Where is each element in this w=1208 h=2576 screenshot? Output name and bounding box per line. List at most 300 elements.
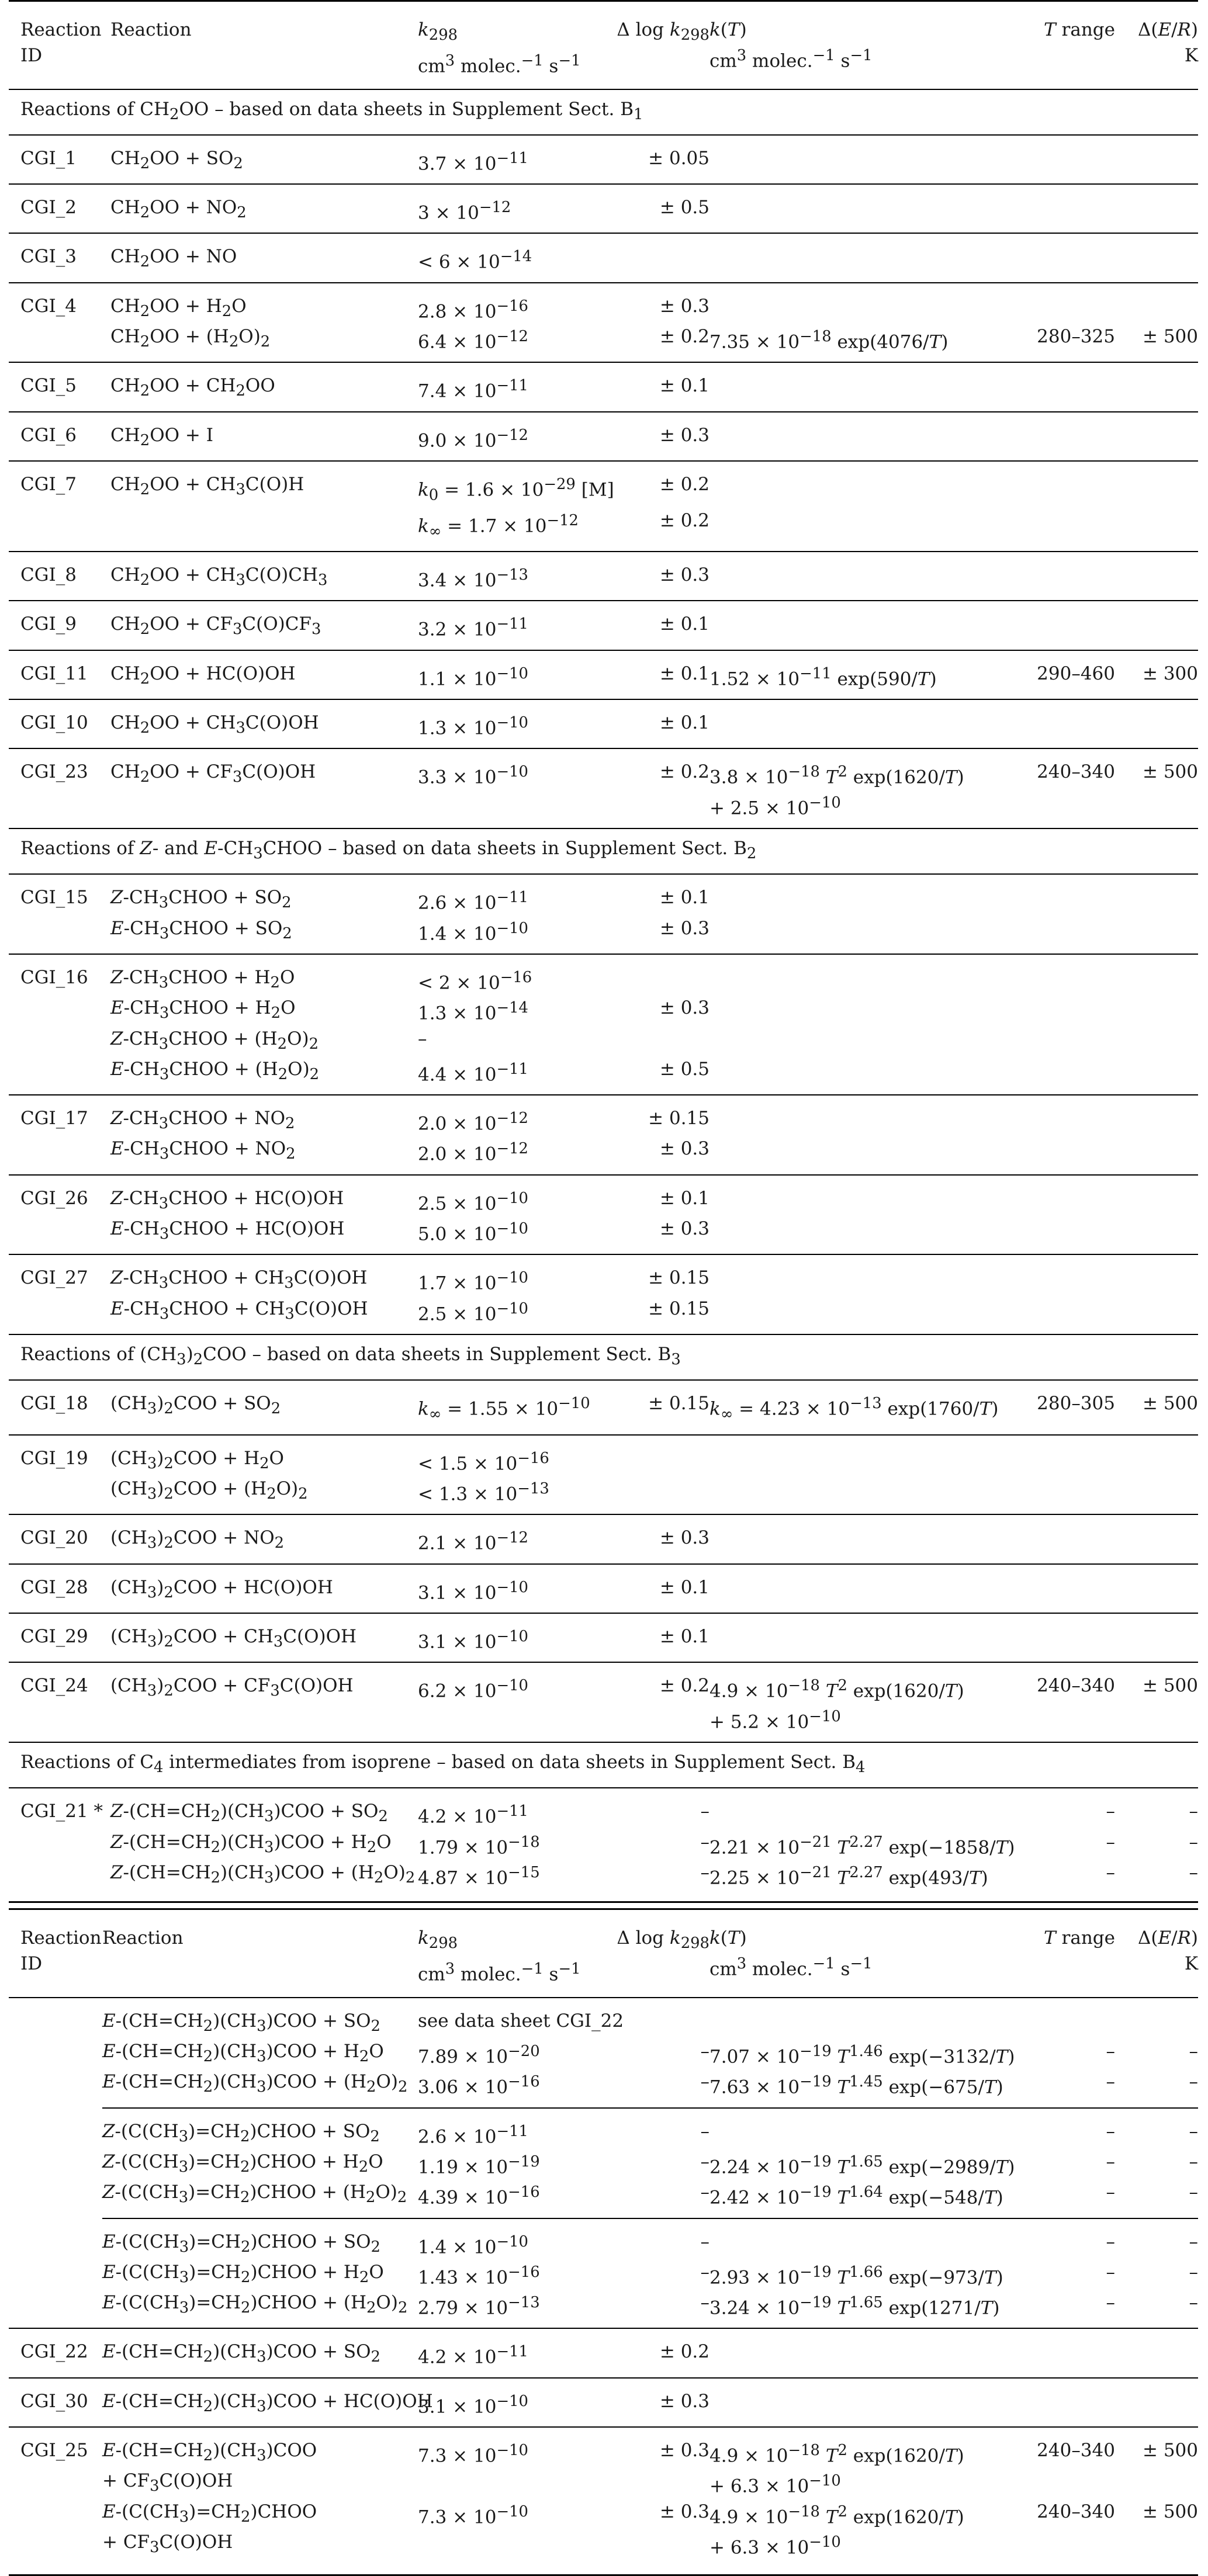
header-trange: T range (1025, 1, 1119, 89)
cell-kT: $7.07 \times 10^{-19}$ $T^{1.46}$ exp(−3132/T) (709, 2042, 1015, 2068)
reaction-id: CGI_25 (9, 2427, 102, 2468)
cell-reaction: $E-CH_3CHOO + NO_2$ (110, 1138, 296, 1163)
cell-k298: $2.5 \times 10^{-10}$ (418, 1175, 608, 1216)
cell-dlog: ± 0.1 (608, 362, 709, 411)
cell-kT (709, 1435, 1025, 1476)
reaction-id: CGI_30 (9, 2378, 102, 2427)
reaction-id (9, 2108, 102, 2149)
cell-er (1119, 1613, 1198, 1662)
reaction-id (9, 508, 110, 552)
cell-dlog: ± 0.1 (608, 699, 709, 748)
cell-trange (1025, 508, 1119, 552)
cell-er: ± 500 (1119, 1380, 1198, 1435)
cell-trange (1025, 412, 1119, 461)
cell-dlog: ± 0.2 (608, 1662, 709, 1704)
cell-er (1119, 1027, 1198, 1057)
cell-trange (1025, 1613, 1119, 1662)
reaction-id (9, 1296, 110, 1334)
cell-kT (709, 1136, 1025, 1174)
cell-kT (709, 874, 1025, 916)
cell-dlog: ± 0.3 (659, 1138, 709, 1160)
table-row (9, 2069, 1198, 2107)
reaction-id: CGI_8 (9, 552, 110, 601)
cell-k298: $3.7 \times 10^{-11}$ (418, 135, 608, 184)
cell-reaction: + $CF_3C(O)OH$ (102, 2470, 233, 2495)
reaction-id: CGI_19 (9, 1435, 110, 1476)
cell-er (1119, 184, 1198, 233)
kinetics-table-page (9, 0, 1198, 2576)
cell-kT (709, 1175, 1025, 1216)
cell-kT (709, 1613, 1025, 1662)
cell-trange (1025, 2530, 1119, 2575)
cell-trange (1025, 461, 1119, 508)
cell-trange: 280–305 (1025, 1380, 1119, 1435)
table-row (9, 1860, 1198, 1898)
cell-trange: – (1025, 1788, 1119, 1829)
cell-er (1119, 1514, 1198, 1563)
cell-reaction: $CH_2OO$ + NO (110, 233, 418, 282)
cell-reaction: $(CH_3)_2COO + (H_2O)_2$ (110, 1478, 308, 1503)
cell-k298: $1.4 \times 10^{-10}$ (418, 919, 528, 944)
cell-k298: $3.1 \times 10^{-10}$ (418, 2378, 608, 2427)
cell-er (1119, 1704, 1198, 1742)
cell-trange: – (1106, 2182, 1115, 2203)
cell-trange (1025, 2378, 1119, 2427)
reaction-id (9, 2180, 102, 2218)
header-k298: $k_{298}$ $cm^3$ molec.$^{-1}$ $s^{-1}$ (418, 1, 608, 89)
cell-reaction: $E-CH_3CHOO + SO_2$ (110, 917, 292, 942)
cell-k298: $3.06 \times 10^{-16}$ (418, 2073, 540, 2098)
table-row (9, 1136, 1198, 1174)
header-id: Reaction ID (9, 1910, 102, 1998)
table-row (9, 1998, 1198, 2039)
cell-kT: $2.21 \times 10^{-21}$ $T^{2.27}$ exp(−1858/T) (709, 1833, 1015, 1858)
cell-k298: $4.2 \times 10^{-11}$ (418, 2328, 608, 2377)
cell-dlog: ± 0.3 (608, 1514, 709, 1563)
reaction-id: CGI_7 (9, 461, 110, 508)
reaction-id: CGI_5 (9, 362, 110, 411)
cell-k298: $k_\infty = 1.7 \times 10^{-12}$ (418, 511, 579, 540)
table-row (9, 996, 1198, 1026)
cell-dlog: ± 0.1 (608, 601, 709, 650)
cell-kT (709, 699, 1025, 748)
cell-dlog (608, 954, 709, 996)
cell-dlog: ± 0.3 (608, 552, 709, 601)
section-title-row (9, 828, 1198, 874)
cell-k298: $k_\infty = 1.55 \times 10^{-10}$ (418, 1380, 608, 1435)
cell-reaction: $CH_2OO + (H_2O)_2$ (110, 326, 271, 351)
cell-er (1119, 283, 1198, 324)
cell-trange (1025, 1704, 1119, 1742)
cell-er (1119, 1296, 1198, 1334)
reaction-id: CGI_3 (9, 233, 110, 282)
cell-er: – (1189, 2071, 1198, 2093)
cell-kT (709, 954, 1025, 996)
cell-dlog (608, 1476, 709, 1514)
reaction-id (9, 1216, 110, 1254)
header-er: Δ(E/R) K (1119, 1910, 1198, 1998)
table-row (9, 791, 1198, 828)
cell-reaction: $Z-(C(CH_3)=CH_2)CHOO + H_2O$ (102, 2151, 383, 2176)
cell-er (1119, 1435, 1198, 1476)
cell-reaction: $E-CH_3CHOO + CH_3C(O)OH$ (110, 1298, 368, 1323)
cell-reaction: $(CH_3)_2COO + SO_2$ (110, 1380, 418, 1435)
cell-reaction: $(CH_3)_2COO + HC(O)OH$ (110, 1564, 418, 1613)
cell-dlog: ± 0.15 (608, 1095, 709, 1136)
cell-k298: $2.6 \times 10^{-11}$ (418, 2108, 608, 2149)
cell-er: – (1119, 2108, 1198, 2149)
cell-k298: $3.1 \times 10^{-10}$ (418, 1613, 608, 1662)
cell-k298: $3.2 \times 10^{-11}$ (418, 601, 608, 650)
header-id: Reaction ID (9, 1, 110, 89)
cell-trange (1025, 1027, 1119, 1057)
cell-trange: – (1106, 2261, 1115, 2283)
cell-dlog: ± 0.3 (608, 2427, 709, 2468)
table-row (9, 748, 1198, 790)
table-body-continued (9, 1998, 1198, 2575)
cell-dlog: ± 0.1 (608, 1613, 709, 1662)
table-row (9, 1296, 1198, 1334)
cell-er: ± 500 (1143, 326, 1198, 348)
cell-dlog (608, 1027, 709, 1057)
cell-reaction: $CH_2OO + CH_3C(O)H$ (110, 461, 418, 508)
cell-k298: $1.4 \times 10^{-10}$ (418, 2218, 608, 2260)
cell-er (1119, 508, 1198, 552)
cell-reaction (110, 508, 418, 552)
cell-reaction: $E-(C(CH_3)=CH_2)CHOO + (H_2O)_2$ (102, 2292, 408, 2317)
cell-k298: $k_0 = 1.6 \times 10^{-29}$ [M] (418, 461, 608, 508)
table-row (9, 2290, 1198, 2328)
cell-reaction (110, 791, 418, 828)
cell-dlog: ± 0.2 (608, 2328, 709, 2377)
table-body (9, 89, 1198, 1898)
cell-trange (1025, 1175, 1119, 1216)
cell-trange (1025, 362, 1119, 411)
cell-k298: $2.0 \times 10^{-12}$ (418, 1095, 608, 1136)
cell-k298: < $1.3 \times 10^{-13}$ (418, 1480, 549, 1505)
cell-dlog: ± 0.1 (608, 874, 709, 916)
cell-k298: $2.5 \times 10^{-10}$ (418, 1299, 528, 1325)
header-dlog: Δ $\log k_{298}$ (608, 1, 709, 89)
cell-reaction: $E-(C(CH_3)=CH_2)CHOO + H_2O$ (102, 2261, 384, 2287)
section-title: Reactions of $C_4$ intermediates from isoprene – based on data sheets in Supplement Sect. $B_4$ (9, 1742, 1198, 1788)
cell-er: – (1189, 1831, 1198, 1853)
cell-trange: 240–340 (1025, 2427, 1119, 2468)
cell-trange (1025, 916, 1119, 954)
cell-dlog: – (700, 1861, 709, 1883)
table-row (9, 135, 1198, 184)
table-row (9, 650, 1198, 699)
cell-dlog: ± 0.3 (659, 2501, 709, 2522)
cell-reaction: $CH_2OO + CH_3C(O)OH$ (110, 699, 418, 748)
cell-k298 (418, 1704, 608, 1742)
cell-kT (709, 135, 1025, 184)
table-row (9, 2378, 1198, 2427)
cell-dlog: – (700, 2182, 709, 2203)
table-header-row-continued (9, 1910, 1198, 1998)
reaction-id: CGI_2 (9, 184, 110, 233)
cell-trange: – (1106, 2071, 1115, 2093)
cell-kT: $2.24 \times 10^{-19}$ $T^{1.65}$ exp(−2989/T) (709, 2152, 1015, 2178)
cell-trange (1025, 1476, 1119, 1514)
cell-reaction: $Z-CH_3CHOO + H_2O$ (110, 954, 418, 996)
table-row (9, 1435, 1198, 1476)
cell-er (1119, 2468, 1198, 2499)
reaction-id: CGI_28 (9, 1564, 110, 1613)
section-title: Reactions of $CH_2OO$ – based on data sheets in Supplement Sect. $B_1$ (20, 98, 643, 123)
table-row (9, 2149, 1198, 2180)
cell-dlog: ± 0.3 (659, 997, 709, 1019)
cell-dlog: ± 0.15 (648, 1298, 709, 1319)
reaction-id: CGI_26 (9, 1175, 110, 1216)
cell-k298: $2.0 \times 10^{-12}$ (418, 1140, 528, 1165)
cell-kT: + $5.2 \times 10^{-10}$ (709, 1707, 841, 1732)
header-reaction: Reaction (102, 1910, 418, 1998)
cell-trange (1025, 954, 1119, 996)
cell-reaction: $Z-CH_3CHOO + NO_2$ (110, 1095, 418, 1136)
reaction-id (9, 2218, 102, 2260)
table-row (9, 1514, 1198, 1563)
table-row (9, 916, 1198, 954)
table-row (9, 1662, 1198, 1704)
table-row (9, 1830, 1198, 1860)
reaction-id: CGI_1 (9, 135, 110, 184)
reaction-id (9, 1704, 110, 1742)
reaction-id (9, 1476, 110, 1514)
cell-dlog: ± 0.3 (608, 412, 709, 461)
cell-k298: $1.3 \times 10^{-14}$ (418, 999, 528, 1024)
cell-dlog: – (608, 2108, 709, 2149)
cell-k298: $2.8 \times 10^{-16}$ (418, 283, 608, 324)
reaction-id (9, 916, 110, 954)
cell-kT: $7.63 \times 10^{-19}$ $T^{1.45}$ exp(−675/T) (709, 2073, 1003, 2098)
cell-trange (1025, 1564, 1119, 1613)
cell-dlog (608, 2530, 709, 2575)
table-row (9, 412, 1198, 461)
cell-kT (709, 1476, 1025, 1514)
table-row (9, 2499, 1198, 2530)
cell-kT (709, 233, 1025, 282)
cell-reaction: $E-(C(CH_3)=CH_2)CHOO + SO_2$ (102, 2218, 418, 2260)
cell-kT (709, 2108, 1025, 2149)
cell-dlog: ± 0.3 (659, 1218, 709, 1239)
cell-er (1119, 1254, 1198, 1296)
cell-er (1119, 1476, 1198, 1514)
reaction-id: CGI_4 (9, 283, 110, 324)
cell-reaction: $(CH_3)_2COO + NO_2$ (110, 1514, 418, 1563)
cell-er: – (1189, 2151, 1198, 2172)
table-row (9, 233, 1198, 282)
reaction-id (9, 996, 110, 1026)
cell-kT (709, 412, 1025, 461)
table-row (9, 324, 1198, 362)
reaction-id (9, 2499, 102, 2530)
cell-k298: $7.3 \times 10^{-10}$ (418, 2427, 608, 2468)
cell-trange (1025, 874, 1119, 916)
kinetics-table (9, 0, 1198, 1898)
cell-kT (709, 1027, 1025, 1057)
reaction-id (9, 2260, 102, 2290)
cell-trange: – (1106, 2151, 1115, 2172)
cell-er (1119, 552, 1198, 601)
cell-dlog: – (700, 2151, 709, 2172)
reaction-id: CGI_6 (9, 412, 110, 461)
table-row (9, 601, 1198, 650)
cell-trange: – (1106, 2040, 1115, 2062)
cell-reaction: $CH_2OO + I$ (110, 412, 418, 461)
reaction-id (9, 1860, 110, 1898)
cell-kT (709, 552, 1025, 601)
cell-k298: $2.79 \times 10^{-13}$ (418, 2294, 540, 2319)
cell-kT (709, 1564, 1025, 1613)
reaction-id: CGI_20 (9, 1514, 110, 1563)
cell-dlog (608, 233, 709, 282)
cell-er: – (1189, 2261, 1198, 2283)
cell-kT (709, 1216, 1025, 1254)
cell-kT: $3.8 \times 10^{-18}$ $T^2$ exp(1620/T) (709, 748, 1025, 790)
cell-er: ± 300 (1119, 650, 1198, 699)
cell-dlog: – (608, 2218, 709, 2260)
table-row (9, 461, 1198, 508)
cell-kT: $4.9 \times 10^{-18}$ $T^2$ exp(1620/T) (709, 2427, 1025, 2468)
cell-dlog: ± 0.3 (608, 2378, 709, 2427)
table-row (9, 552, 1198, 601)
cell-trange (1025, 2468, 1119, 2499)
table-row (9, 2180, 1198, 2218)
cell-dlog: ± 0.2 (608, 461, 709, 508)
cell-dlog (608, 1435, 709, 1476)
cell-dlog: – (700, 1831, 709, 1853)
cell-k298 (418, 2468, 608, 2499)
cell-reaction: $E-CH_3CHOO + HC(O)OH$ (110, 1218, 345, 1243)
cell-kT: $4.9 \times 10^{-18}$ $T^2$ exp(1620/T) (709, 1662, 1025, 1704)
table-row (9, 1027, 1198, 1057)
reaction-id (9, 2039, 102, 2069)
table-row (9, 1095, 1198, 1136)
reaction-id (9, 2290, 102, 2328)
cell-er (1119, 791, 1198, 828)
cell-kT: $2.25 \times 10^{-21}$ $T^{2.27}$ exp(493/T) (709, 1863, 988, 1889)
cell-kT: $3.24 \times 10^{-19}$ $T^{1.65}$ exp(1271/T) (709, 2294, 1000, 2319)
cell-k298: < $6 \times 10^{-14}$ (418, 233, 608, 282)
cell-er: ± 500 (1143, 2501, 1198, 2522)
cell-dlog: – (700, 2261, 709, 2283)
cell-er (1119, 1998, 1198, 2039)
cell-k298: $4.87 \times 10^{-15}$ (418, 1863, 540, 1889)
cell-trange (1025, 1514, 1119, 1563)
kinetics-table-continued (9, 1910, 1198, 2576)
cell-dlog: ± 0.1 (608, 1564, 709, 1613)
cell-kT: + $6.3 \times 10^{-10}$ (709, 2530, 1025, 2575)
cell-kT (709, 1095, 1025, 1136)
cell-kT: $2.42 \times 10^{-19}$ $T^{1.64}$ exp(−548/T) (709, 2183, 1003, 2209)
cell-k298: $7.3 \times 10^{-10}$ (418, 2502, 528, 2528)
header-k298: $k_{298}$ $cm^3$ molec.$^{-1}$ $s^{-1}$ (418, 1910, 608, 1998)
table-row (9, 2328, 1198, 2377)
reaction-id: CGI_29 (9, 1613, 110, 1662)
cell-trange (1025, 2328, 1119, 2377)
cell-dlog: ± 0.2 (659, 326, 709, 348)
table-row (9, 1564, 1198, 1613)
cell-reaction: + $CF_3C(O)OH$ (102, 2530, 418, 2575)
cell-dlog: ± 0.2 (659, 509, 709, 531)
cell-kT: $2.93 \times 10^{-19}$ $T^{1.66}$ exp(−973/T) (709, 2263, 1003, 2289)
cell-reaction: $CH_2OO + CH_2OO$ (110, 362, 418, 411)
cell-dlog: ± 0.2 (608, 748, 709, 790)
header-dlog: Δ $\log k_{298}$ (608, 1910, 709, 1998)
section-title-row (9, 89, 1198, 135)
reaction-id (9, 1057, 110, 1095)
cell-er: – (1119, 2218, 1198, 2260)
cell-k298: $1.7 \times 10^{-10}$ (418, 1254, 608, 1296)
cell-reaction: $E-(CH=CH_2)(CH_3)COO + H_2O$ (102, 2040, 384, 2066)
cell-er (1119, 2378, 1198, 2427)
cell-kT: $k_\infty = 4.23 \times 10^{-13}$ exp(1760/T) (709, 1380, 1025, 1435)
table-row (9, 2427, 1198, 2468)
cell-trange (1025, 1136, 1119, 1174)
reaction-id (9, 791, 110, 828)
cell-trange: 240–340 (1037, 2501, 1115, 2522)
cell-trange: – (1106, 2292, 1115, 2314)
table-row (9, 362, 1198, 411)
cell-reaction: $CH_2OO + H_2O$ (110, 283, 418, 324)
cell-er (1119, 135, 1198, 184)
cell-er (1119, 954, 1198, 996)
reaction-id: CGI_18 (9, 1380, 110, 1435)
cell-reaction: $Z-(C(CH_3)=CH_2)CHOO + SO_2$ (102, 2108, 418, 2149)
reaction-id: CGI_17 (9, 1095, 110, 1136)
cell-kT: $4.9 \times 10^{-18}$ $T^2$ exp(1620/T) (709, 2502, 964, 2528)
cell-kT (709, 461, 1025, 508)
cell-er (1119, 1175, 1198, 1216)
cell-trange: – (1025, 2218, 1119, 2260)
cell-er: – (1189, 2182, 1198, 2203)
reaction-id (9, 1998, 102, 2039)
cell-reaction: $E-(CH=CH_2)(CH_3)COO$ (102, 2427, 418, 2468)
cell-trange: 280–325 (1037, 326, 1115, 348)
cell-dlog: – (700, 2040, 709, 2062)
cell-k298 (418, 2530, 608, 2575)
cell-er (1119, 461, 1198, 508)
cell-kT (709, 508, 1025, 552)
cell-k298: $1.3 \times 10^{-10}$ (418, 699, 608, 748)
cell-er (1119, 996, 1198, 1026)
cell-reaction: $Z-(CH=CH_2)(CH_3)COO + H_2O$ (110, 1831, 392, 1856)
reaction-id (9, 2530, 102, 2575)
section-title-row (9, 1334, 1198, 1380)
cell-er: – (1189, 2292, 1198, 2314)
reaction-id (9, 2149, 102, 2180)
cell-k298: $1.1 \times 10^{-10}$ (418, 650, 608, 699)
cell-k298: $2.1 \times 10^{-12}$ (418, 1514, 608, 1563)
cell-k298: $6.2 \times 10^{-10}$ (418, 1662, 608, 1704)
cell-reaction: $E-(CH=CH_2)(CH_3)COO + SO_2$ (102, 2328, 418, 2377)
table-row (9, 1057, 1198, 1095)
cell-er: ± 500 (1119, 1662, 1198, 1704)
cell-k298: $9.0 \times 10^{-12}$ (418, 412, 608, 461)
cell-dlog: ± 0.05 (608, 135, 709, 184)
cell-kT (709, 1998, 1025, 2039)
cell-k298: $3.4 \times 10^{-13}$ (418, 552, 608, 601)
table-row (9, 508, 1198, 552)
table-row (9, 184, 1198, 233)
cell-kT (709, 184, 1025, 233)
cell-kT (709, 1254, 1025, 1296)
continuation-double-rule (9, 1901, 1198, 1910)
reaction-id: CGI_16 (9, 954, 110, 996)
cell-kT (709, 2328, 1025, 2377)
table-row (9, 2108, 1198, 2149)
